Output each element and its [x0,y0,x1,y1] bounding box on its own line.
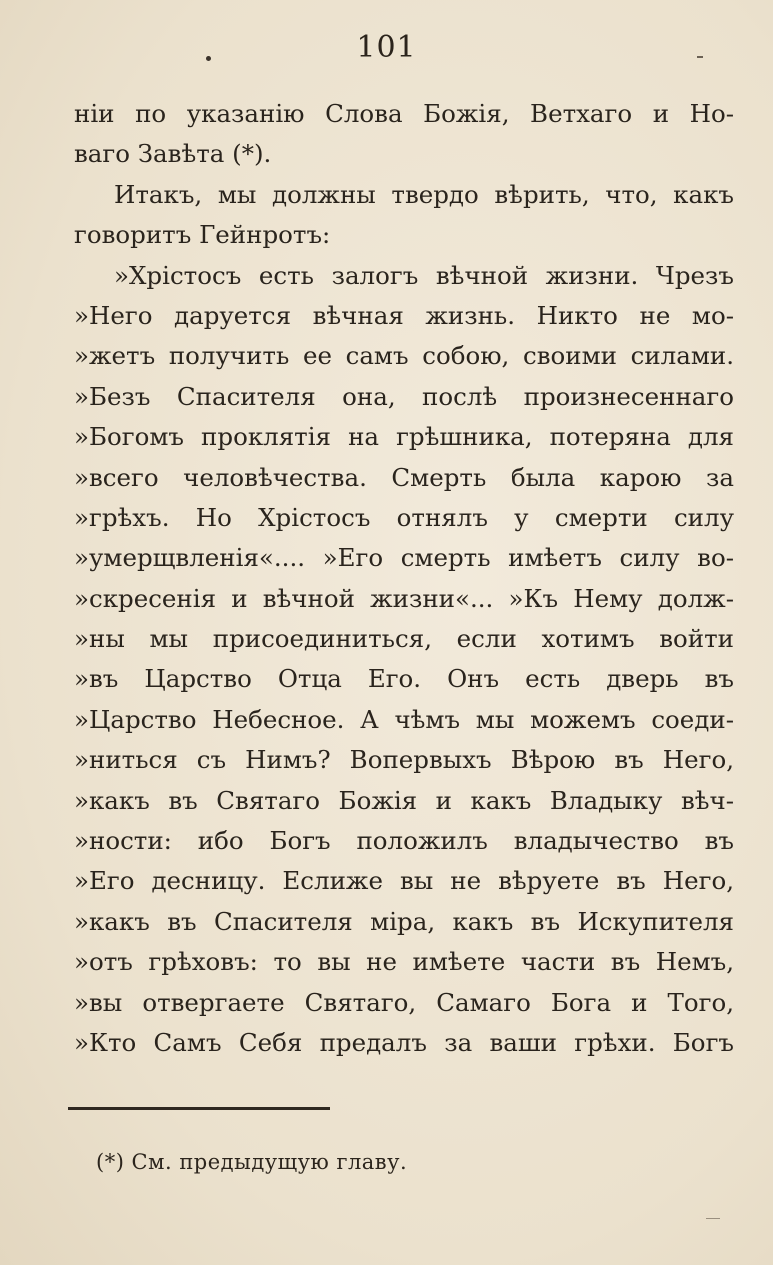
text-line: »какъ въ Спасителя міра, какъ въ Искупителя [74,906,734,936]
text-line: Итакъ, мы должны твердо вѣрить, что, какъ [114,179,734,209]
footnote-divider [68,1107,330,1110]
text-line: »Хрістосъ есть залогъ вѣчной жизни. Чрезъ [114,260,734,290]
text-line: »грѣхъ. Но Хрістосъ отнялъ у смерти силу [74,502,734,532]
text-line: говоритъ Гейнротъ: [74,220,331,250]
text-line: »ности: ибо Богъ положилъ владычество въ [74,826,734,856]
text-line: »какъ въ Святаго Божія и какъ Владыку вѣч- [74,785,734,815]
text-line: »умерщвленія«.... »Его смерть имѣетъ силу во- [74,543,734,573]
text-line: »жетъ получить ее самъ собою, своими силами. [74,341,734,371]
text-line: »отъ грѣховъ: то вы не имѣете части въ Немъ, [74,947,734,977]
text-line: »ны мы присоединиться, если хотимъ войти [74,624,734,654]
text-line: »Царство Небесное. А чѣмъ мы можемъ соеди- [74,704,734,734]
body-text [74,94,734,1063]
footnote: (*) См. предыдущую главу. [96,1150,408,1174]
text-line: ваго Завѣта (*). [74,139,272,169]
text-line: »Его десницу. Еслиже вы не вѣруете въ Него, [74,866,734,896]
text-line: »вы отвергаете Святаго, Самаго Бога и Того, [74,987,734,1017]
text-line: »Него даруется вѣчная жизнь. Никто не мо- [74,300,734,330]
text-line: »Кто Самъ Себя предалъ за ваши грѣхи. Богъ [74,1027,734,1057]
text-line: »въ Царство Отца Его. Онъ есть дверь въ [74,664,734,694]
text-line: »Богомъ проклятія на грѣшника, потеряна для [74,422,734,452]
page-number: 101 [356,30,417,65]
text-line: »ниться съ Нимъ? Вопервыхъ Вѣрою въ Него, [74,745,734,775]
text-line: »Безъ Спасителя она, послѣ произнесеннаго [74,381,734,411]
print-mark [706,1218,720,1219]
text-line: »всего человѣчества. Смерть была карою за [74,462,734,492]
text-line: »скресенія и вѣчной жизни«... »Къ Нему долж- [74,583,734,613]
text-line: ніи по указанію Слова Божія, Ветхаго и Но- [74,99,734,128]
